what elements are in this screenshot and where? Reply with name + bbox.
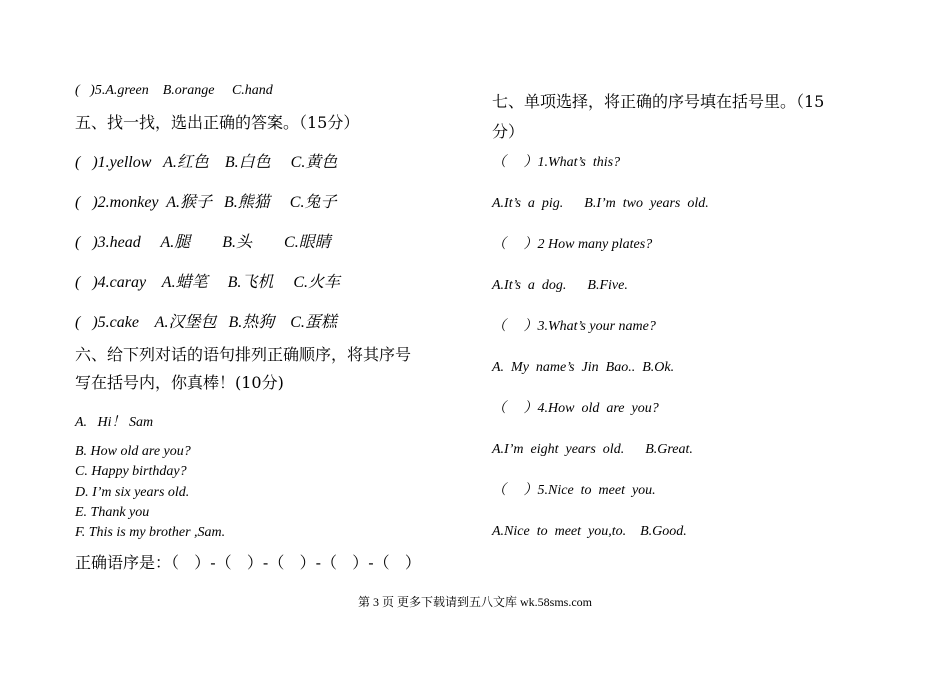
section6-title-line2: 写在括号内，你真棒！(10分)	[75, 373, 284, 392]
dialog-line-e: E. Thank you	[75, 505, 150, 520]
dialog-line-b: B. How old are you?	[75, 444, 191, 459]
section5-item-3: ( )3.head A.腿 B.头 C.眼睛	[75, 234, 331, 251]
section7-title-line2: 分）	[492, 122, 525, 141]
dialog-line-f: F. This is my brother ,Sam.	[75, 525, 226, 540]
answer-order-line: 正确语序是：（ ）-（ ）-（ ）-（ ）-（ ）	[75, 553, 421, 572]
section5-item-5: ( )5.cake A.汉堡包 B.热狗 C.蛋糕	[75, 314, 337, 331]
section7-question-1: （ ）1.What’s this?	[492, 155, 621, 170]
section7-question-3: （ ）3.What’s your name?	[492, 319, 656, 334]
dialog-line-a: A. Hi！ Sam	[75, 415, 154, 430]
section7-options-5: A.Nice to meet you,to. B.Good.	[492, 524, 687, 539]
section5-item-1: ( )1.yellow A.红色 B.白色 C.黄色	[75, 154, 338, 171]
section7-options-4: A.I’m eight years old. B.Great.	[492, 442, 693, 457]
section7-options-3: A. My name’s Jin Bao.. B.Ok.	[492, 360, 675, 375]
section7-options-2: A.It’s a dog. B.Five.	[492, 278, 628, 293]
section5-item-2: ( )2.monkey A.猴子 B.熊猫 C.兔子	[75, 194, 337, 211]
section4-item-5: ( )5.A.green B.orange C.hand	[75, 83, 273, 98]
section7-question-2: （ ）2 How many plates?	[492, 237, 653, 252]
section7-options-1: A.It’s a pig. B.I’m two years old.	[492, 196, 709, 211]
dialog-line-d: D. I’m six years old.	[75, 485, 190, 500]
section7-question-5: （ ）5.Nice to meet you.	[492, 483, 656, 498]
section5-title: 五、找一找，选出正确的答案。（15分）	[75, 113, 360, 132]
section6-title-line1: 六、给下列对话的语句排列正确顺序，将其序号	[75, 345, 412, 364]
section7-question-4: （ ）4.How old are you?	[492, 401, 659, 416]
section7-title-line1: 七、单项选择，将正确的序号填在括号里。（15	[492, 92, 825, 111]
dialog-line-c: C. Happy birthday?	[75, 464, 187, 479]
page-footer: 第 3 页 更多下载请到五八文库 wk.58sms.com	[357, 595, 592, 609]
section5-item-4: ( )4.caray A.蜡笔 B.飞机 C.火车	[75, 274, 341, 291]
